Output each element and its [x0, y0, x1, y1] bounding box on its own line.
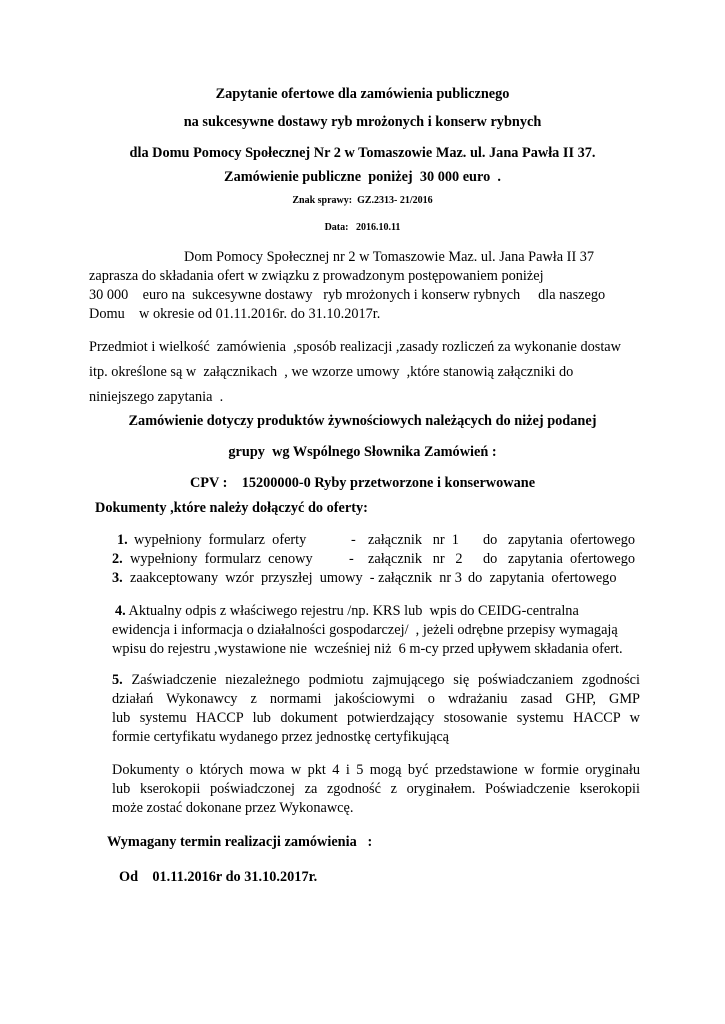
subject-line-2: itp. określone są w załącznikach , we wzorze umowy ,które stanowią załączniki do — [89, 364, 574, 380]
intro-line-1: Dom Pomocy Społecznej nr 2 w Tomaszowie Maz. ul. Jana Pawła II 37 — [184, 249, 595, 265]
document-item-5-line-1 — [112, 672, 640, 689]
documents-note-line-1: Dokumenty o których mowa w pkt 4 i 5 mogą być przedstawione w formie oryginału — [112, 762, 640, 778]
document-item-5-line-4: formie certyfikatu wydanego przez jednostkę certyfikującą — [112, 729, 450, 745]
document-item-name: wypełniony formularz oferty — [134, 532, 307, 548]
document-item-name: wypełniony formularz cenowy — [130, 551, 313, 567]
intro-line-4: Domu w okresie od 01.11.2016r. do 31.10.2017r. — [89, 306, 381, 322]
document-item-target: do zapytania ofertowego — [468, 570, 617, 586]
document-item-5-number: 5. — [112, 672, 123, 688]
deadline-heading: Wymagany termin realizacji zamówienia : — [107, 834, 373, 850]
documents-note-line-3: może zostać dokonane przez Wykonawcę. — [112, 800, 354, 816]
cpv-heading-line-1: Zamówienie dotyczy produktów żywnościowych należących do niżej podanej — [128, 413, 597, 429]
title-line-4: Zamówienie publiczne poniżej 30 000 euro . — [224, 169, 501, 185]
intro-line-3: 30 000 euro na sukcesywne dostawy ryb mrożonych i konserw rybnych dla naszego — [89, 287, 606, 303]
document-item-4-line-2: ewidencja i informacja o działalności gospodarczej/ , jeżeli odrębne przepisy wymagają — [112, 622, 618, 638]
cpv-code: CPV : 15200000-0 Ryby przetworzone i konserwowane — [189, 475, 536, 491]
document-item-dash: - — [351, 532, 356, 548]
documents-heading: Dokumenty ,które należy dołączyć do oferty: — [95, 500, 368, 516]
document-item-dash: - — [349, 551, 354, 567]
document-item-number: 2. — [112, 551, 123, 567]
document-item-attachment: załącznik nr 2 — [368, 551, 463, 567]
document-item-4-line-3: wpisu do rejestru ,wystawione nie wcześniej niż 6 m-cy przed upływem składania ofert. — [112, 641, 623, 657]
title-line-1: Zapytanie ofertowe dla zamówienia publicznego — [215, 86, 510, 102]
document-item-name: zaakceptowany wzór przyszłej umowy - załącznik nr 3 — [130, 570, 462, 586]
document-item-5-line-3: lub systemu HACCP lub dokument potwierdzający stosowanie systemu HACCP w — [112, 710, 640, 726]
cpv-heading-line-2: grupy wg Wspólnego Słownika Zamówień : — [228, 444, 497, 460]
subject-line-3: niniejszego zapytania . — [89, 389, 224, 405]
document-item-3 — [0, 570, 725, 587]
subject-line-1: Przedmiot i wielkość zamówienia ,sposób realizacji ,zasady rozliczeń za wykonanie dostaw — [89, 339, 621, 355]
document-item-attachment: załącznik nr 1 — [368, 532, 459, 548]
deadline-period: Od 01.11.2016r do 31.10.2017r. — [119, 869, 318, 885]
document-item-4-line-1 — [115, 603, 579, 620]
documents-note-line-2: lub kserokopii poświadczonej za zgodność z oryginałem. Poświadczenie kserokopii — [112, 781, 640, 797]
intro-line-2: zaprasza do składania ofert w związku z prowadzonym postępowaniem poniżej — [89, 268, 544, 284]
document-item-target: do zapytania ofertowego — [483, 532, 636, 548]
document-item-number: 3. — [112, 570, 123, 586]
title-line-3: dla Domu Pomocy Społecznej Nr 2 w Tomaszowie Maz. ul. Jana Pawła II 37. — [129, 145, 596, 161]
document-item-5-text: Zaświadczenie niezależnego podmiotu zajmującego się poświadczaniem zgodności — [122, 672, 640, 688]
document-item-2 — [0, 551, 725, 568]
document-date: Data: 2016.10.11 — [324, 222, 401, 233]
document-item-5-line-2: działań Wykonawcy z normami jakościowymi o wdrażaniu zasad GHP, GMP — [112, 691, 640, 707]
case-number: Znak sprawy: GZ.2313- 21/2016 — [292, 195, 433, 206]
document-item-1 — [0, 532, 725, 549]
title-line-2: na sukcesywne dostawy ryb mrożonych i konserw rybnych — [183, 114, 542, 130]
document-item-number: 1. — [117, 532, 128, 548]
document-item-4-text: Aktualny odpis z właściwego rejestru /np. KRS lub wpis do CEIDG-centralna — [125, 603, 579, 619]
document-item-target: do zapytania ofertowego — [483, 551, 636, 567]
document-item-4-number: 4. — [115, 603, 126, 619]
